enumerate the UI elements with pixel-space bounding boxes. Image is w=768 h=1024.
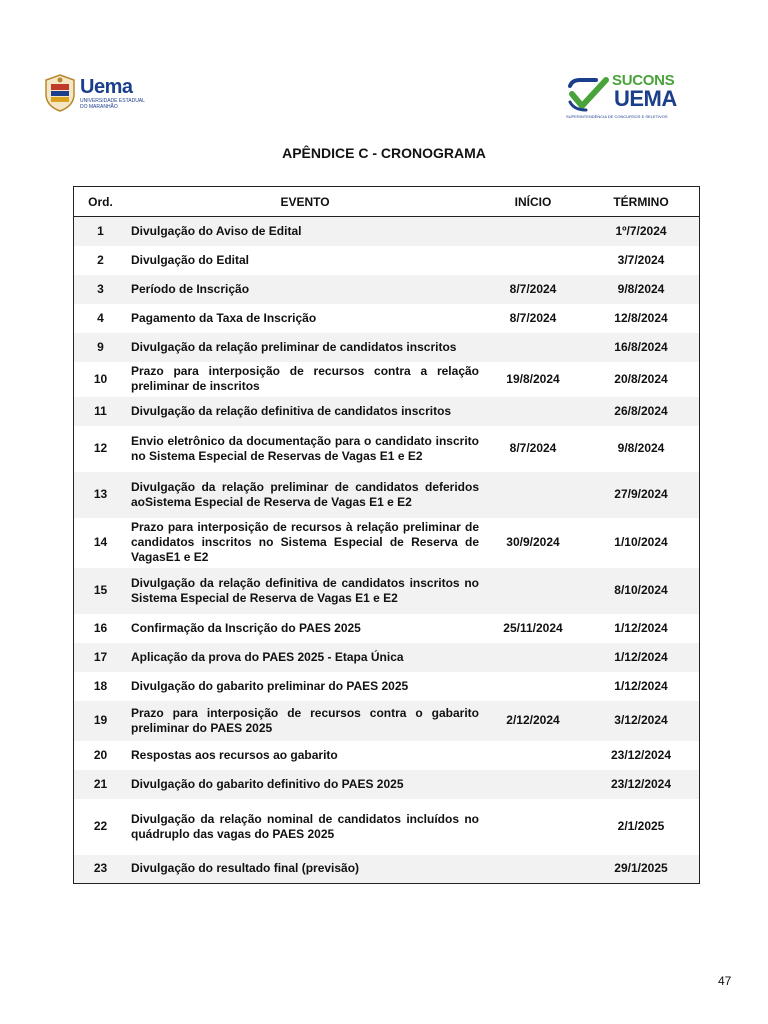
cell-termino: 1/10/2024: [614, 535, 668, 549]
cell-termino: 1º/7/2024: [615, 223, 667, 238]
cell-inicio: [483, 333, 583, 362]
cell-inicio: [483, 770, 583, 799]
cell-ord: 3: [97, 281, 104, 296]
cell-evento: Respostas aos recursos ao gabarito: [131, 747, 338, 762]
table-row: [74, 397, 700, 426]
cell-ord: 23: [93, 861, 108, 876]
cell-ord: 11: [94, 403, 107, 418]
cell-evento: Prazo para interposição de recursos contra a relação preliminar de inscritos: [131, 364, 479, 393]
cell-termino: 23/12/2024: [610, 776, 672, 791]
cell-ord: 20: [93, 747, 108, 762]
sucons-logo: [566, 72, 677, 120]
cell-evento: Pagamento da Taxa de Inscrição: [131, 310, 317, 325]
table-row: [74, 304, 700, 333]
cell-inicio: [483, 568, 583, 614]
header-evento: EVENTO: [127, 187, 483, 217]
cell-evento: Divulgação da relação preliminar de candidatos deferidos aoSistema Especial de Reserva de Vagas E1 e E2: [131, 479, 479, 509]
table-row: [74, 643, 700, 672]
cell-inicio: [483, 672, 583, 701]
uema-logo-subtitle: UNIVERSIDADE ESTADUAL DO MARANHÃO: [80, 98, 145, 110]
cell-ord: 18: [93, 678, 108, 693]
cell-termino: 26/8/2024: [614, 403, 668, 418]
cell-termino: 2/1/2025: [617, 819, 665, 833]
cell-termino: 20/8/2024: [614, 371, 668, 386]
table-row: [74, 568, 700, 614]
cell-inicio: [483, 246, 583, 275]
sucons-logo-subtitle: SUPERINTENDÊNCIA DE CONCURSOS E SELETIVOS: [566, 114, 668, 119]
cell-inicio: [483, 643, 583, 672]
cell-inicio: 8/7/2024: [509, 310, 557, 325]
table-row: [74, 518, 700, 568]
sucons-check-icon: [566, 76, 610, 112]
cell-ord: 9: [97, 339, 104, 354]
schedule-table: [73, 186, 700, 884]
cell-evento: Divulgação do resultado final (previsão): [131, 861, 360, 876]
cell-evento: Divulgação da relação definitiva de candidatos inscritos: [131, 403, 452, 418]
cell-ord: 1: [97, 223, 104, 238]
cell-termino: 12/8/2024: [614, 310, 668, 325]
cell-evento: Divulgação do Edital: [131, 252, 250, 267]
table-row: [74, 333, 700, 362]
cell-ord: 17: [93, 649, 108, 664]
table-row: [74, 701, 700, 741]
cell-evento: Divulgação do gabarito preliminar do PAES 2025: [131, 678, 409, 693]
cell-evento: Divulgação da relação definitiva de candidatos inscritos no Sistema Especial de Reserva de Vagas E1 e E2: [131, 575, 479, 605]
cell-termino: 8/10/2024: [614, 583, 668, 597]
table-row: [74, 855, 700, 884]
cell-evento: Confirmação da Inscrição do PAES 2025: [131, 620, 361, 635]
cell-termino: 1/12/2024: [614, 620, 668, 635]
cell-inicio: 8/7/2024: [509, 281, 557, 296]
table-header-row: [74, 187, 700, 217]
cell-ord: 14: [93, 535, 108, 549]
cell-termino: 9/8/2024: [617, 281, 665, 296]
uema-seal-icon: [44, 74, 76, 112]
cell-inicio: [483, 799, 583, 855]
cell-inicio: [483, 217, 583, 246]
cell-inicio: 30/9/2024: [506, 535, 560, 549]
cell-inicio: 19/8/2024: [506, 371, 560, 386]
header-ord: Ord.: [74, 187, 128, 217]
table-row: [74, 770, 700, 799]
cell-evento: Divulgação da relação nominal de candidatos incluídos no quádruplo das vagas do PAES 2025: [131, 811, 479, 841]
cell-inicio: [483, 855, 583, 884]
uema-logo-text: Uema: [80, 76, 133, 98]
table-row: [74, 472, 700, 518]
cell-evento: Divulgação do Aviso de Edital: [131, 223, 302, 238]
uema-logo: [44, 74, 154, 114]
table-row: [74, 362, 700, 397]
cell-ord: 12: [93, 441, 108, 455]
sucons-logo-uema: UEMA: [614, 86, 677, 111]
table-row: [74, 614, 700, 643]
cell-termino: 3/7/2024: [617, 252, 665, 267]
cell-termino: 1/12/2024: [614, 649, 668, 664]
cell-evento: Aplicação da prova do PAES 2025 - Etapa Única: [131, 649, 404, 664]
table-row: [74, 799, 700, 855]
cell-ord: 13: [93, 487, 108, 501]
page-number: 47: [718, 974, 732, 988]
cell-evento: Período de Inscrição: [131, 281, 250, 296]
cell-ord: 15: [93, 583, 108, 597]
cell-evento: Prazo para interposição de recursos à relação preliminar de candidatos inscritos no Sistema Especial de Reserva de VagasE1 e E2: [131, 520, 479, 564]
cell-inicio: [483, 741, 583, 770]
cell-ord: 22: [93, 819, 108, 833]
header-termino: TÉRMINO: [583, 187, 700, 217]
table-row: [74, 275, 700, 304]
table-row: [74, 426, 700, 472]
cell-inicio: 2/12/2024: [506, 713, 560, 727]
cell-termino: 9/8/2024: [617, 441, 665, 455]
cell-ord: 21: [93, 776, 108, 791]
cell-evento: Prazo para interposição de recursos contra o gabarito preliminar do PAES 2025: [131, 705, 479, 735]
cell-termino: 1/12/2024: [614, 678, 668, 693]
page-title: APÊNDICE C - CRONOGRAMA: [282, 145, 486, 161]
cell-termino: 23/12/2024: [610, 747, 672, 762]
cell-inicio: 8/7/2024: [509, 441, 557, 455]
cell-inicio: [483, 472, 583, 518]
cell-termino: 3/12/2024: [614, 713, 668, 727]
cell-termino: 16/8/2024: [614, 339, 668, 354]
cell-ord: 19: [93, 713, 108, 727]
header-inicio: INÍCIO: [483, 187, 583, 217]
cell-ord: 10: [93, 371, 108, 386]
table-row: [74, 741, 700, 770]
cell-inicio: [483, 397, 583, 426]
cell-evento: Divulgação da relação preliminar de candidatos inscritos: [131, 339, 457, 354]
cell-ord: 4: [97, 310, 104, 325]
sucons-logo-text: SUCONS: [612, 72, 675, 89]
cell-evento: Envio eletrônico da documentação para o candidato inscrito no Sistema Especial de Reservas de Vagas E1 e E2: [131, 433, 479, 463]
cell-termino: 27/9/2024: [614, 487, 668, 501]
schedule-body: [74, 217, 700, 884]
table-row: [74, 217, 700, 246]
cell-ord: 16: [93, 620, 108, 635]
cell-inicio: 25/11/2024: [503, 620, 563, 635]
cell-ord: 2: [97, 252, 104, 267]
cell-termino: 29/1/2025: [614, 861, 668, 876]
table-row: [74, 672, 700, 701]
cell-evento: Divulgação do gabarito definitivo do PAES 2025: [131, 776, 404, 791]
table-row: [74, 246, 700, 275]
